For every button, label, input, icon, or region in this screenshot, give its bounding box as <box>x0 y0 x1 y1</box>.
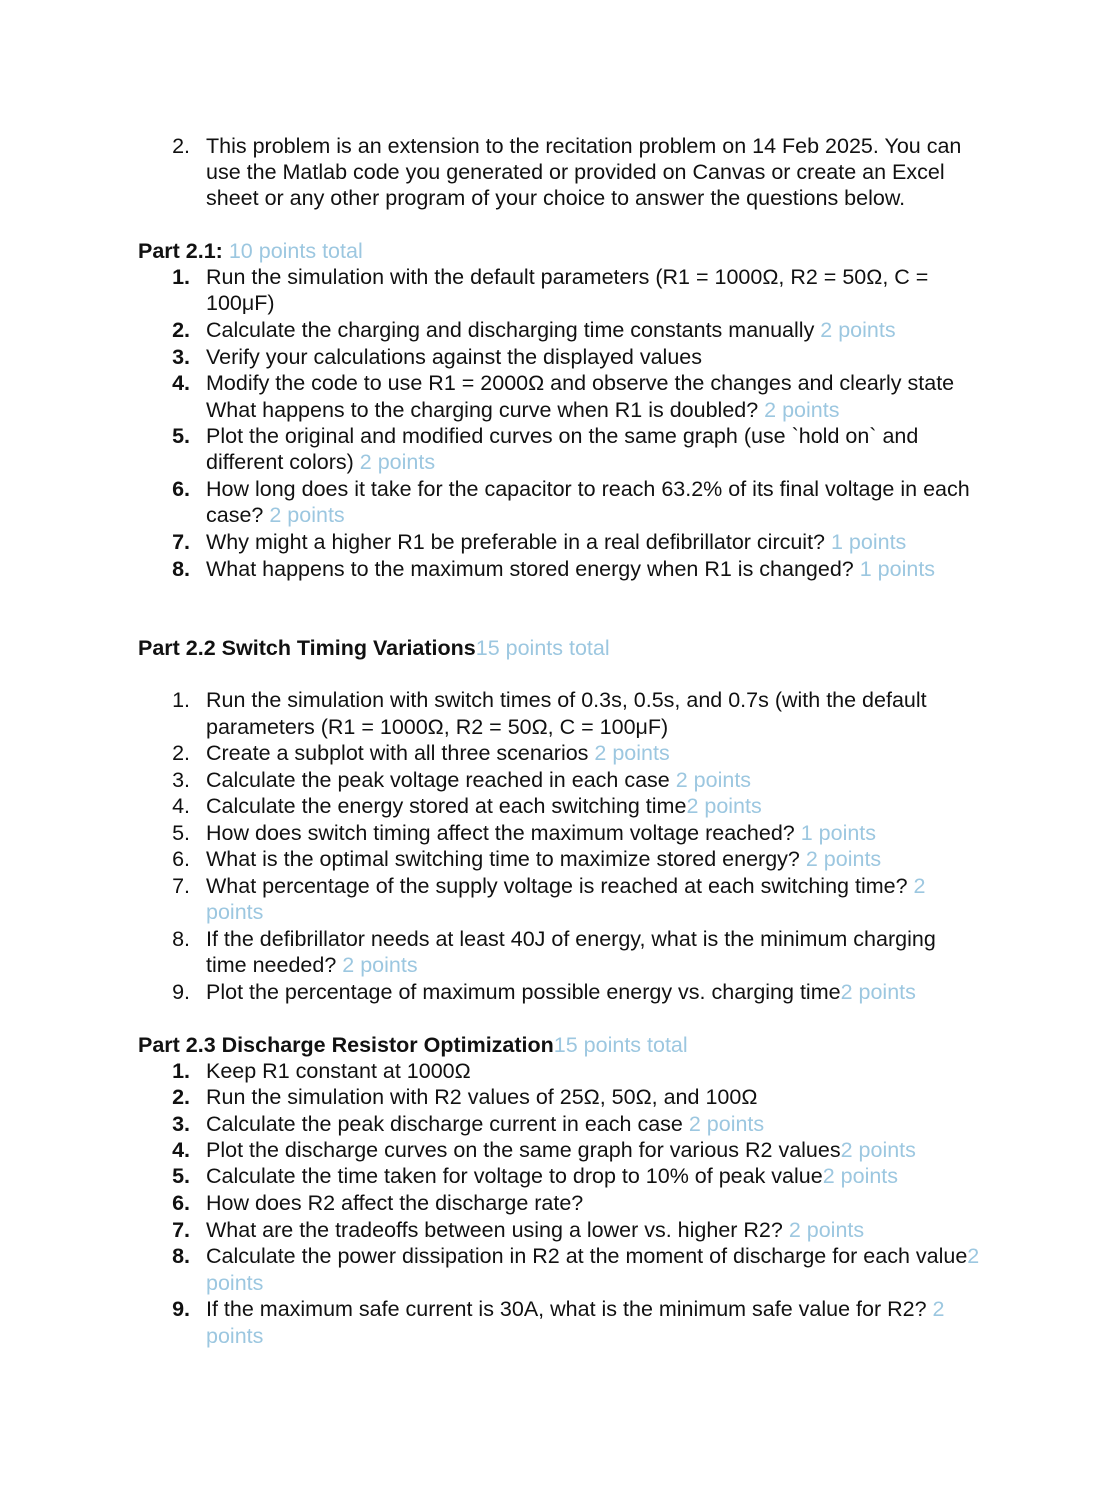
list-item-number: 2. <box>172 1085 190 1109</box>
list-item-text: Calculate the peak discharge current in each case <box>206 1112 689 1136</box>
list-item <box>206 740 670 766</box>
list-item-number: 7. <box>172 530 190 554</box>
list-item-number: 8. <box>172 927 190 951</box>
list-item-text: Why might a higher R1 be preferable in a real defibrillator circuit? <box>206 530 831 554</box>
list-item-number: 7. <box>172 874 190 898</box>
points-label: 1 points <box>800 821 877 845</box>
points-label: 1 points <box>859 557 936 581</box>
list-item-number: 6. <box>172 1191 190 1215</box>
list-item-number: 6. <box>172 477 190 501</box>
part-2-2-title: Part 2.2 Switch Timing Variations <box>138 636 476 660</box>
list-item-text: Keep R1 constant at 1000Ω <box>206 1059 471 1083</box>
list-item-number: 2. <box>172 318 190 342</box>
list-item <box>206 1163 898 1189</box>
part-2-2-points: 15 points total <box>475 636 610 660</box>
list-item <box>206 793 762 819</box>
list-item <box>206 979 916 1005</box>
list-item-text: Calculate the power dissipation in R2 at the moment of discharge for each value <box>206 1244 968 1268</box>
list-item-text: parameters (R1 = 1000Ω, R2 = 50Ω, C = 100μF) <box>206 715 669 739</box>
list-item <box>206 1243 979 1269</box>
list-item-text: What happens to the maximum stored energy when R1 is changed? <box>206 557 860 581</box>
points-label: 2 points <box>686 794 762 818</box>
points-label: 1 points <box>831 530 907 554</box>
list-item-number: 3. <box>172 345 190 369</box>
intro-line-1: This problem is an extension to the recitation problem on 14 Feb 2025. You can <box>206 134 962 158</box>
list-item <box>206 1137 916 1163</box>
points-label: 2 points <box>820 318 896 342</box>
list-item-text: Run the simulation with the default parameters (R1 = 1000Ω, R2 = 50Ω, C = <box>206 265 929 289</box>
list-item <box>206 846 881 872</box>
list-item-number: 9. <box>172 1297 190 1321</box>
list-item-text: Run the simulation with R2 values of 25Ω, 50Ω, and 100Ω <box>206 1085 758 1109</box>
list-item-number: 5. <box>172 1164 190 1188</box>
points-label: 2 points <box>840 1138 916 1162</box>
list-item <box>206 1111 764 1137</box>
intro-number: 2. <box>172 134 190 158</box>
list-item <box>206 952 418 978</box>
intro-line-2: use the Matlab code you generated or provided on Canvas or create an Excel <box>206 160 945 184</box>
part-2-1-title: Part 2.1: <box>138 239 223 263</box>
list-item-number: 6. <box>172 847 190 871</box>
list-item-text: Verify your calculations against the displayed values <box>206 345 702 369</box>
list-item <box>206 317 896 343</box>
list-item-text: Calculate the energy stored at each switching time <box>206 794 687 818</box>
list-item-number: 1. <box>172 265 190 289</box>
list-item <box>206 1296 944 1322</box>
list-item-number: 8. <box>172 557 190 581</box>
points-label: 2 <box>913 874 926 898</box>
list-item <box>206 1217 864 1243</box>
list-item-number: 1. <box>172 688 190 712</box>
list-item-text: Calculate the time taken for voltage to drop to 10% of peak value <box>206 1164 823 1188</box>
list-item-text: What are the tradeoffs between using a lower vs. higher R2? <box>206 1218 789 1242</box>
list-item-text: Calculate the peak voltage reached in each case <box>206 768 676 792</box>
list-item-text: If the maximum safe current is 30A, what is the minimum safe value for R2? <box>206 1297 933 1321</box>
list-item-text: How long does it take for the capacitor to reach 63.2% of its final voltage in each <box>206 477 970 501</box>
list-item-number: 9. <box>172 980 190 1004</box>
points-label: 2 points <box>342 953 418 977</box>
list-item <box>206 502 345 528</box>
part-2-2-heading <box>138 635 610 661</box>
points-label: 2 points <box>594 741 670 765</box>
list-item-text: Plot the percentage of maximum possible energy vs. charging time <box>206 980 841 1004</box>
list-item-number: 7. <box>172 1218 190 1242</box>
part-2-3-title: Part 2.3 Discharge Resistor Optimization <box>138 1033 554 1057</box>
list-item-text: Create a subplot with all three scenarios <box>206 741 595 765</box>
list-item-number: 1. <box>172 1059 190 1083</box>
points-label: points <box>206 1324 264 1348</box>
list-item-number: 2. <box>172 741 190 765</box>
list-item <box>206 449 435 475</box>
list-item-text: Modify the code to use R1 = 2000Ω and observe the changes and clearly state <box>206 371 955 395</box>
list-item <box>206 529 906 555</box>
part-2-3-heading <box>138 1032 688 1058</box>
list-item <box>206 767 751 793</box>
part-2-3-points: 15 points total <box>553 1033 688 1057</box>
list-item-text: What happens to the charging curve when R1 is doubled? <box>206 398 765 422</box>
list-item-number: 5. <box>172 821 190 845</box>
points-label: 2 points <box>805 847 882 871</box>
list-item <box>206 556 935 582</box>
points-label: 2 points <box>840 980 916 1004</box>
points-label: 2 points <box>822 1164 899 1188</box>
list-item-text: What percentage of the supply voltage is reached at each switching time? <box>206 874 914 898</box>
points-label: points <box>206 1271 264 1295</box>
points-label: 2 points <box>675 768 752 792</box>
part-2-1-points: 10 points total <box>228 239 363 263</box>
list-item-number: 4. <box>172 1138 190 1162</box>
list-item <box>206 873 926 899</box>
points-label: 2 points <box>764 398 840 422</box>
list-item-text: If the defibrillator needs at least 40J of energy, what is the minimum charging <box>206 927 936 951</box>
points-label: 2 <box>967 1244 980 1268</box>
points-label: 2 points <box>269 503 345 527</box>
list-item-number: 4. <box>172 794 190 818</box>
list-item-text: Plot the original and modified curves on the same graph (use `hold on` and <box>206 424 919 448</box>
list-item-text: time needed? <box>206 953 343 977</box>
points-label: 2 points <box>788 1218 865 1242</box>
list-item-number: 8. <box>172 1244 190 1268</box>
points-label: 2 <box>932 1297 945 1321</box>
intro-line-3: sheet or any other program of your choice to answer the questions below. <box>206 186 906 210</box>
list-item-number: 4. <box>172 371 190 395</box>
points-label: 2 points <box>688 1112 765 1136</box>
points-label: 2 points <box>359 450 436 474</box>
list-item-text: What is the optimal switching time to maximize stored energy? <box>206 847 806 871</box>
list-item-number: 3. <box>172 768 190 792</box>
list-item-text: case? <box>206 503 270 527</box>
list-item-text: different colors) <box>206 450 360 474</box>
points-label: points <box>206 900 264 924</box>
list-item-text: How does R2 affect the discharge rate? <box>206 1191 584 1215</box>
list-item <box>206 820 876 846</box>
part-2-1-heading <box>138 238 363 264</box>
list-item <box>206 397 839 423</box>
list-item-number: 3. <box>172 1112 190 1136</box>
list-item-number: 5. <box>172 424 190 448</box>
list-item-text: How does switch timing affect the maximum voltage reached? <box>206 821 801 845</box>
list-item-text: Calculate the charging and discharging time constants manually <box>206 318 821 342</box>
list-item-text: 100μF) <box>206 291 275 315</box>
list-item-text: Plot the discharge curves on the same graph for various R2 values <box>206 1138 841 1162</box>
list-item-text: Run the simulation with switch times of 0.3s, 0.5s, and 0.7s (with the default <box>206 688 927 712</box>
